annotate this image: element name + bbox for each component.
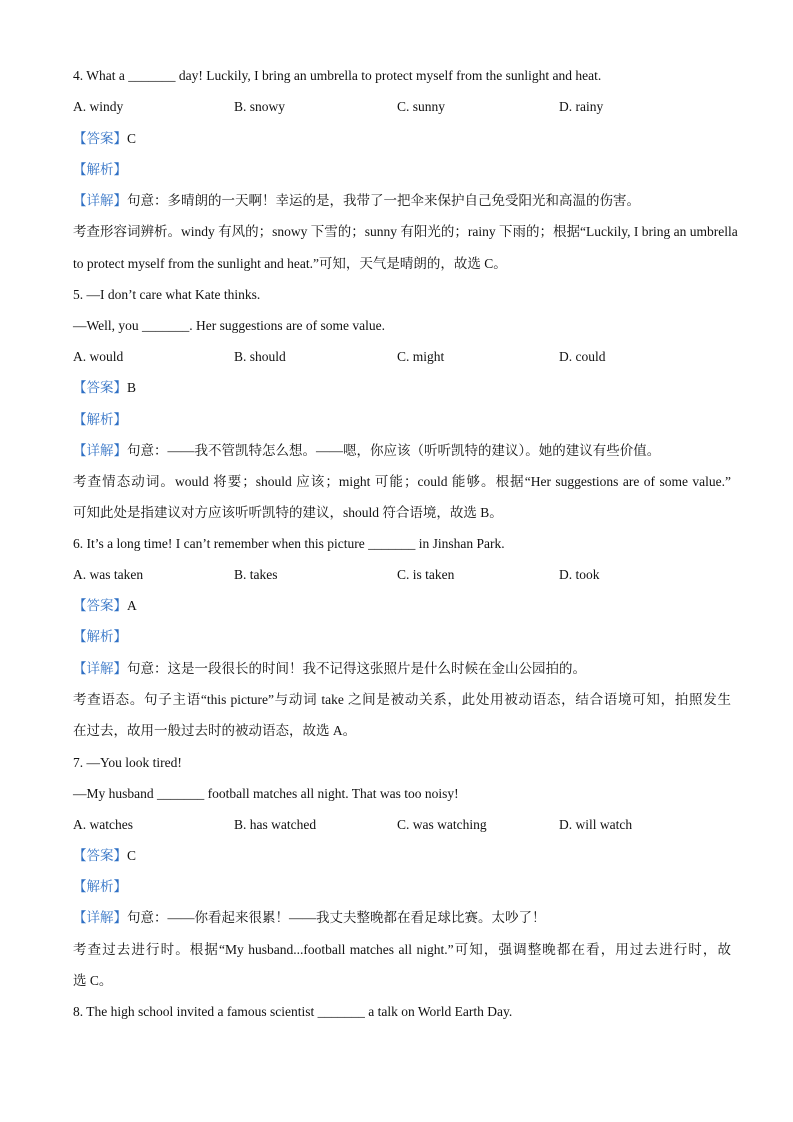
option-c: C. sunny xyxy=(397,99,446,114)
option-a: A. windy xyxy=(73,99,124,114)
answer-value: B xyxy=(127,380,137,395)
detail-line: 可知此处是指建议对方应该听听凯特的建议，should 符合语境，故选 B。 xyxy=(73,505,503,520)
option-a: A. would xyxy=(73,349,124,364)
option-b: B. should xyxy=(234,349,286,364)
detail-label: 【详解】 xyxy=(73,443,127,458)
detail-line xyxy=(73,191,731,211)
option-d: D. will watch xyxy=(559,817,633,832)
detail-line: 考查语态。句子主语“this picture”与动词 take 之间是被动关系，此处用被动语态，结合语境可知，拍照发生 xyxy=(73,692,731,707)
answer-value: C xyxy=(127,131,137,146)
detail-line: 考查情态动词。would 将要；should 应该；might 可能；could 能够。根据“Her suggestions are of some value.” xyxy=(73,474,731,489)
answer-line xyxy=(73,378,731,398)
answer-line xyxy=(73,596,731,616)
question-stem: 7. —You look tired! xyxy=(73,755,182,770)
analysis-label: 【解析】 xyxy=(73,629,127,644)
options-row xyxy=(73,815,731,835)
detail-line: to protect myself from the sunlight and heat.”可知，天气是晴朗的，故选 C。 xyxy=(73,256,507,271)
question-stem: —Well, you _______. Her suggestions are of some value. xyxy=(73,318,385,333)
question-stem: 4. What a _______ day! Luckily, I bring an umbrella to protect myself from the sunlight and heat. xyxy=(73,68,602,83)
option-d: D. could xyxy=(559,349,606,364)
detail-text: 句意：这是一段很长的时间！我不记得这张照片是什么时候在金山公园拍的。 xyxy=(127,661,586,676)
detail-label: 【详解】 xyxy=(73,193,127,208)
answer-value: A xyxy=(127,598,137,613)
detail-line: 选 C。 xyxy=(73,973,113,988)
option-a: A. was taken xyxy=(73,567,144,582)
option-b: B. takes xyxy=(234,567,278,582)
option-b: B. snowy xyxy=(234,99,286,114)
detail-line: 考查过去进行时。根据“My husband...football matches all night.”可知，强调整晚都在看，用过去进行时，故 xyxy=(73,942,731,957)
option-c: C. is taken xyxy=(397,567,455,582)
option-d: D. rainy xyxy=(559,99,604,114)
detail-line xyxy=(73,659,731,679)
detail-line xyxy=(73,908,731,928)
answer-label: 【答案】 xyxy=(73,848,127,863)
detail-text: 句意：——你看起来很累！——我丈夫整晚都在看足球比赛。太吵了！ xyxy=(127,910,546,925)
option-c: C. might xyxy=(397,349,445,364)
answer-value: C xyxy=(127,848,137,863)
question-stem: 8. The high school invited a famous scientist _______ a talk on World Earth Day. xyxy=(73,1004,513,1019)
options-row xyxy=(73,565,731,585)
detail-text: 句意：——我不管凯特怎么想。——嗯，你应该（听听凯特的建议）。她的建议有些价值。 xyxy=(127,443,661,458)
question-stem: —My husband _______ football matches all night. That was too noisy! xyxy=(73,786,459,801)
option-d: D. took xyxy=(559,567,600,582)
detail-text: 句意：多晴朗的一天啊！幸运的是，我带了一把伞来保护自己免受阳光和高温的伤害。 xyxy=(127,193,640,208)
option-a: A. watches xyxy=(73,817,133,832)
analysis-label: 【解析】 xyxy=(73,412,127,427)
options-row xyxy=(73,97,731,117)
detail-label: 【详解】 xyxy=(73,910,127,925)
answer-label: 【答案】 xyxy=(73,131,127,146)
analysis-label: 【解析】 xyxy=(73,162,127,177)
answer-line xyxy=(73,129,731,149)
answer-label: 【答案】 xyxy=(73,598,127,613)
question-stem: 5. —I don’t care what Kate thinks. xyxy=(73,287,261,302)
option-b: B. has watched xyxy=(234,817,317,832)
options-row xyxy=(73,347,731,367)
detail-line xyxy=(73,441,731,461)
answer-label: 【答案】 xyxy=(73,380,127,395)
detail-line: 考查形容词辨析。windy 有风的；snowy 下雪的；sunny 有阳光的；rainy 下雨的；根据“Luckily, I bring an umbrella xyxy=(73,224,738,239)
analysis-label: 【解析】 xyxy=(73,879,127,894)
answer-line xyxy=(73,846,731,866)
detail-line: 在过去，故用一般过去时的被动语态，故选 A。 xyxy=(73,723,357,738)
option-c: C. was watching xyxy=(397,817,487,832)
detail-label: 【详解】 xyxy=(73,661,127,676)
question-stem: 6. It’s a long time! I can’t remember when this picture _______ in Jinshan Park. xyxy=(73,536,505,551)
